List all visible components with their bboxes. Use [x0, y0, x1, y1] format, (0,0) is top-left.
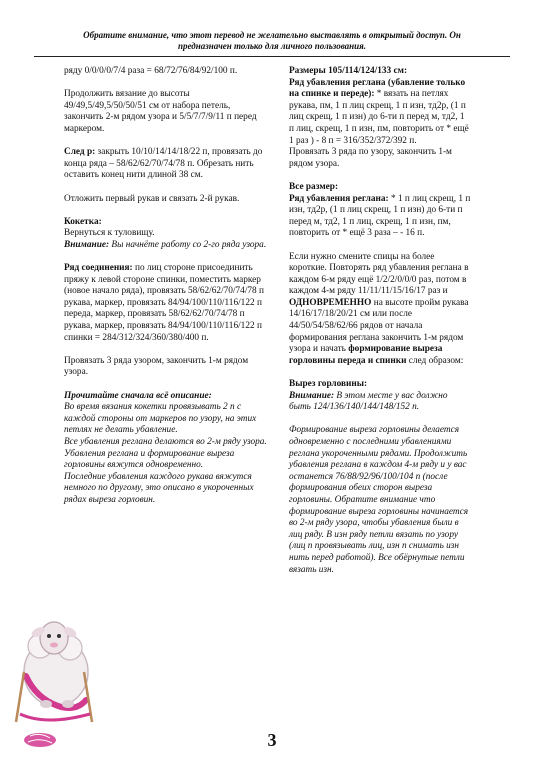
paragraph-decrease-count: ряду 0/0/0/0/7/4 раза = 68/72/76/84/92/100 п. [64, 66, 238, 76]
neckline-description: Формирование выреза горловины делается одновременно с последними убавлениями реглана укороченными рядами. Продолжить убавления реглана в каждом 4-м ряду и у вас останется 76/88/92/96/100/104 п (после формирования обеих сторон выреза горловины. Обратите внимание что формирование выреза горловины начинается во 2-м ряду узора, чтобы убавления были в лиц ряду. В изн ряду петли вязать по узору (лиц п провязывать лиц, изн п снимать изн нить перед работой). Все обёрнутые петли вязать изн. [289, 425, 469, 575]
yoke-attention [64, 240, 272, 252]
paragraph-continue-knitting: Продолжить вязание до высоты 49/49,5/49,5/50/50/51 см от набора петель, закончить 2-м рядом узора и 5/5/7/7/9/11 п перед маркером. [64, 89, 257, 134]
paragraph-shorter-needles [289, 252, 471, 368]
needles-text-2: на высоте пройм рукава 14/16/17/18/20/21 см или после 44/50/54/58/62/66 рядов от начала формирования реглана закончить 1-м рядом узора и начать [289, 297, 469, 355]
read-first-item-4: Последние убавления каждого рукава вяжутся немного по другому, это описано в укороченных рядах выреза горловин. [64, 471, 254, 505]
all-sizes-decrease-text: * 1 п лиц скрещ, 1 п изн, тд2р, (1 п лиц скрещ, 1 п изн) до 6-ти п перед м, тд2, 1 п лиц, скрещ, 1 п изн, пм, повторить от * ещё 3 раза – - 16 п. [289, 193, 471, 239]
needles-text-1: Если нужно смените спицы на более короткие. Повторять ряд убавления реглана в каждом 6-м ряду ещё 1/2/2/0/0/0 раз, потом в каждом 4-м ряду 11/11/11/15/16/17 раз и [289, 251, 469, 297]
left-column [64, 66, 272, 507]
paragraph-second-sleeve: Отложить первый рукав и связать 2-й рукав. [64, 193, 240, 204]
paragraph-joining-row [64, 263, 272, 344]
all-sizes-decrease-paragraph [289, 194, 471, 240]
raglan-after-text: Провязать 3 ряда по узору, закончить 1-м рядом узора. [289, 147, 452, 169]
yoke-attention-text: Вы начнёте работу со 2-го ряда узора. [109, 239, 267, 250]
read-first-item-1: Во время вязания кокетки провязывать 2 п с каждой стороны от маркеров по узору, на этих петлях не делать убавление. [64, 402, 257, 436]
right-column [289, 66, 471, 576]
joining-row-text: по лиц стороне присоединить пряжу к левой стороне спинки, поместить маркер (новое начало ряда), провязать 58/62/62/70/74/78 п рукава, маркер, провязать 84/94/100/110/116/122 п переда, маркер, провязать 58/62/62/70/74/78 п рукава, маркер, провязать 84/94/100/110/116/122 п спинки = 284/312/324/360/380/400 п. [64, 263, 265, 343]
raglan-decrease-heading: Ряд убавления реглана (убавление только на спинке и переде): [289, 77, 466, 100]
needles-neckline-shaping: формирование выреза горловины переда и спинки [289, 344, 443, 366]
section-neckline [289, 379, 471, 414]
read-first-item-2: Все убавления реглана делаются во 2-м ряду узора. [64, 437, 267, 447]
section-yoke [64, 217, 272, 252]
copyright-notice [30, 30, 514, 52]
next-row-text: закрыть 10/10/14/14/18/22 п, провязать до конца ряда – 58/62/62/70/74/78 п. Обрезать нить оставить конец нити длиной 38 см. [64, 147, 263, 181]
yoke-heading: Кокетка: [64, 216, 102, 227]
neckline-heading: Вырез горловины: [289, 379, 368, 390]
neckline-attention [289, 391, 471, 414]
section-read-first [64, 391, 272, 507]
all-sizes-decrease-heading: Ряд убавления реглана: [289, 193, 389, 204]
all-sizes-heading: Все размер: [289, 181, 339, 192]
raglan-decrease-text: * вязать на петлях рукава, пм, 1 п лиц скрещ, 1 п изн, тд2р, (1 п лиц скрещ, 1 п изн) до 6-ти п перед м, тд2, 1 п лиц, скрещ, 1 п изн, пм, повторить от * ещё 1 раз ) - 8 п = 316/352/372/392 п. [289, 89, 469, 146]
section-all-sizes [289, 182, 471, 240]
sizes-heading: Размеры 105/114/124/133 см: [289, 66, 408, 76]
read-first-heading: Прочитайте сначала всё описание: [64, 390, 212, 401]
page-number: 3 [267, 730, 277, 750]
paragraph-next-row [64, 147, 272, 182]
neckline-attention-text: В этом месте у вас должно быть 124/136/140/144/148/152 п. [289, 390, 448, 413]
needles-simultaneously: ОДНОВРЕМЕННО [289, 297, 372, 308]
raglan-decrease-paragraph [289, 78, 471, 148]
read-first-item-3: Убавления реглана и формирование выреза горловины вяжутся одновременно. [64, 448, 235, 471]
neckline-attention-label: Внимание: [289, 390, 335, 401]
yoke-attention-label: Внимание: [64, 239, 110, 250]
next-row-heading: След р: [64, 147, 96, 158]
header-divider [34, 56, 510, 57]
paragraph-three-rows: Провязать 3 ряда узором, закончить 1-м рядом узора. [64, 355, 249, 378]
notice-line-1: Обратите внимание, что этот перевод не желательно выставлять в открытый доступ. Он [83, 30, 461, 40]
joining-row-heading: Ряд соединения: [64, 263, 133, 274]
section-sizes-large [289, 66, 471, 170]
needles-text-3: след образом: [406, 355, 464, 366]
yoke-return-text: Вернуться к туловищу. [64, 228, 155, 239]
notice-line-2: предназначен только для личного пользования. [177, 41, 367, 51]
